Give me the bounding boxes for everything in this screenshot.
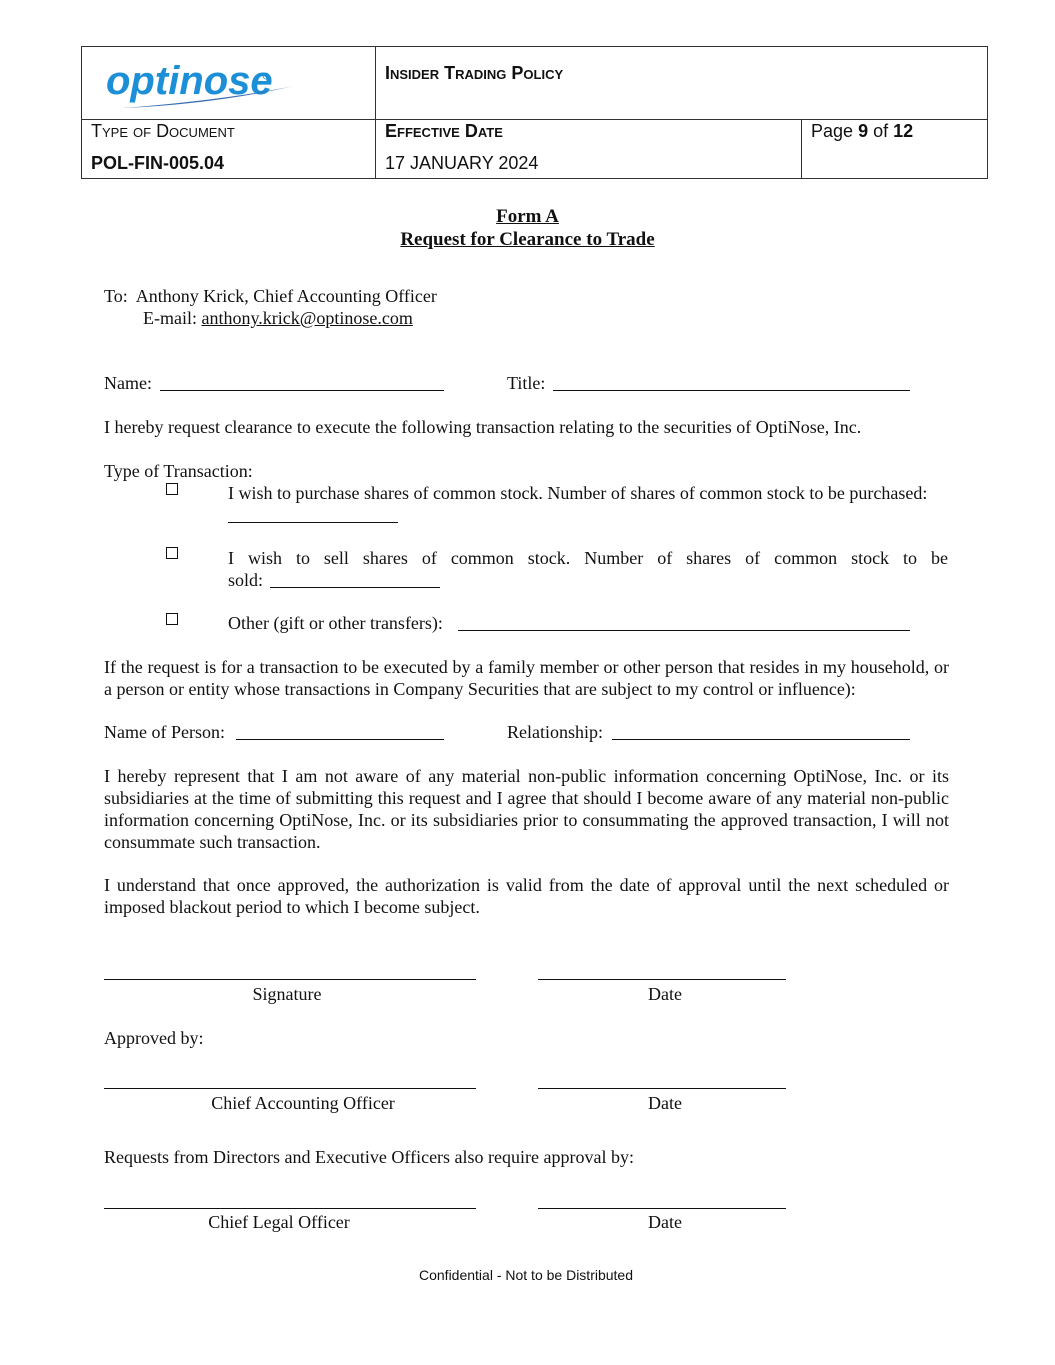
form-subtitle: Request for Clearance to Trade — [400, 229, 655, 250]
other-checkbox[interactable] — [166, 613, 178, 625]
signature-line[interactable] — [104, 979, 476, 980]
signature-date-line[interactable] — [538, 979, 786, 980]
name-field[interactable] — [160, 390, 444, 391]
header-divider — [801, 119, 802, 179]
clo-label: Chief Legal Officer — [208, 1212, 350, 1232]
cao-label: Chief Accounting Officer — [211, 1093, 395, 1113]
header-divider — [81, 119, 988, 120]
other-option-text: Other (gift or other transfers): — [228, 613, 443, 633]
relationship-field[interactable] — [612, 739, 910, 740]
sell-option-cont: sold: — [228, 570, 264, 590]
sell-shares-field[interactable] — [270, 587, 440, 588]
cao-date-label: Date — [648, 1093, 682, 1113]
clo-signature-line[interactable] — [104, 1208, 476, 1209]
purchase-checkbox[interactable] — [166, 483, 178, 495]
directors-approval-text: Requests from Directors and Executive Officers also require approval by: — [104, 1147, 634, 1167]
title-label: Title: — [507, 373, 546, 393]
recipient-line: To: Anthony Krick, Chief Accounting Officer — [104, 286, 437, 306]
sell-checkbox[interactable] — [166, 547, 178, 559]
relationship-label: Relationship: — [507, 722, 603, 742]
header-divider — [375, 46, 376, 179]
family-member-paragraph: If the request is for a transaction to be executed by a family member or other person that resides in my household, or a person or entity whose transactions in Company Securities that are subject to my control or influence): — [104, 657, 949, 699]
document-code: POL-FIN-005.04 — [91, 153, 225, 173]
representation-paragraph: I hereby represent that I am not aware of any material non-public information concerning OptiNose, Inc. or its subsidiaries at the time of submitting this request and I agree that should I become aware of any material non-public information concerning OptiNose, Inc. or its subsidiaries prior to consummating the approved transaction, I will not consummate such transaction. — [104, 766, 949, 852]
purchase-option-text: I wish to purchase shares of common stock. Number of shares of common stock to be purchased: — [228, 483, 928, 503]
purchase-shares-field[interactable] — [228, 522, 398, 523]
page-number: Page 9 of 12 — [811, 121, 914, 141]
transaction-type-label: Type of Transaction: — [104, 461, 253, 481]
type-of-document-label: Type of Document — [91, 121, 235, 141]
name-label: Name: — [104, 373, 152, 393]
email-link[interactable]: anthony.krick@optinose.com — [201, 308, 413, 328]
person-name-label: Name of Person: — [104, 722, 225, 742]
sell-option-text: I wish to sell shares of common stock. Number of shares of common stock to be — [228, 548, 948, 568]
clo-date-line[interactable] — [538, 1208, 786, 1209]
policy-title: Insider Trading Policy — [385, 63, 564, 83]
clo-date-label: Date — [648, 1212, 682, 1232]
title-field[interactable] — [553, 390, 910, 391]
request-statement: I hereby request clearance to execute the following transaction relating to the securities of OptiNose, Inc. — [104, 417, 862, 437]
authorization-paragraph: I understand that once approved, the authorization is valid from the date of approval until the next scheduled or imposed blackout period to which I become subject. — [104, 875, 949, 917]
confidential-footer: Confidential - Not to be Distributed — [419, 1267, 633, 1283]
approved-by-label: Approved by: — [104, 1028, 204, 1048]
optinose-logo — [104, 56, 304, 112]
other-transfer-field[interactable] — [458, 630, 910, 631]
effective-date-label: Effective Date — [385, 121, 503, 141]
logo-wordmark: optinose — [106, 59, 273, 103]
email-line: E-mail: anthony.krick@optinose.com — [143, 308, 413, 328]
cao-signature-line[interactable] — [104, 1088, 476, 1089]
effective-date: 17 JANUARY 2024 — [385, 153, 539, 173]
person-name-field[interactable] — [236, 739, 444, 740]
form-title: Form A — [496, 206, 559, 227]
signature-label: Signature — [252, 984, 322, 1004]
cao-date-line[interactable] — [538, 1088, 786, 1089]
signature-date-label: Date — [648, 984, 682, 1004]
